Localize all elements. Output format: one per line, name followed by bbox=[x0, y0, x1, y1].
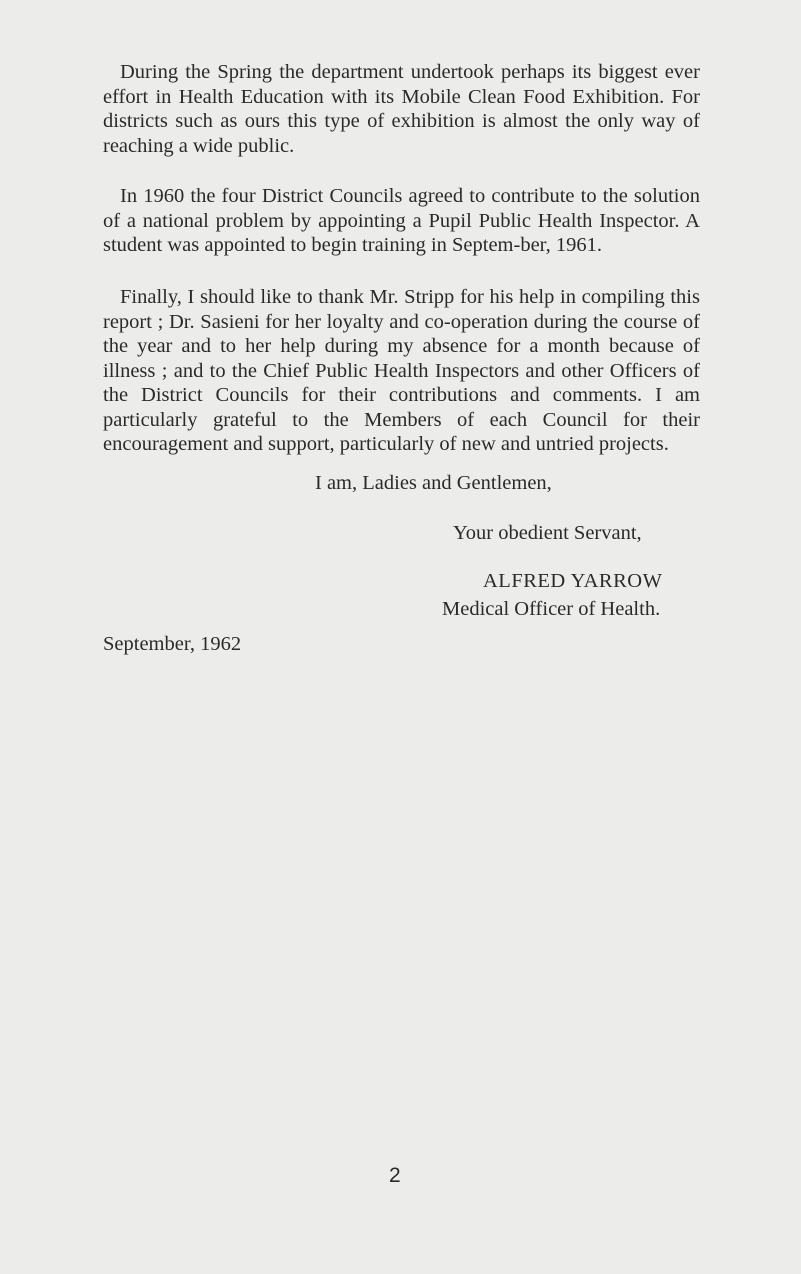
paragraph-acknowledgements: Finally, I should like to thank Mr. Stripp for his help in compiling this report ; Dr. Sasieni for her loyalty and co-operation during the course of the year and to her help during my absence for a month because of illness ; and to the Chief Public Health Inspectors and other Officers of the District Councils for their contributions and comments. I am particularly grateful to the Members of each Council for their encouragement and support, particularly of new and untried projects. bbox=[103, 286, 700, 455]
paragraph-pupil-inspector: In 1960 the four District Councils agreed to contribute to the solution of a national problem by appointing a Pupil Public Health Inspector. A student was appointed to begin training in Septem-ber, 1961. bbox=[103, 185, 700, 256]
closing-valediction: Your obedient Servant, bbox=[453, 522, 642, 544]
signatory-title: Medical Officer of Health. bbox=[442, 598, 661, 620]
closing-salutation: I am, Ladies and Gentlemen, bbox=[315, 472, 552, 494]
paragraph-health-education: During the Spring the department undertook perhaps its biggest ever effort in Health Education with its Mobile Clean Food Exhibition. For districts such as ours this type of exhibition is almost the only way of reaching a wide public. bbox=[103, 61, 700, 157]
page-number: 2 bbox=[389, 1164, 401, 1187]
letter-date: September, 1962 bbox=[103, 633, 242, 655]
signatory-name: ALFRED YARROW bbox=[483, 570, 663, 592]
